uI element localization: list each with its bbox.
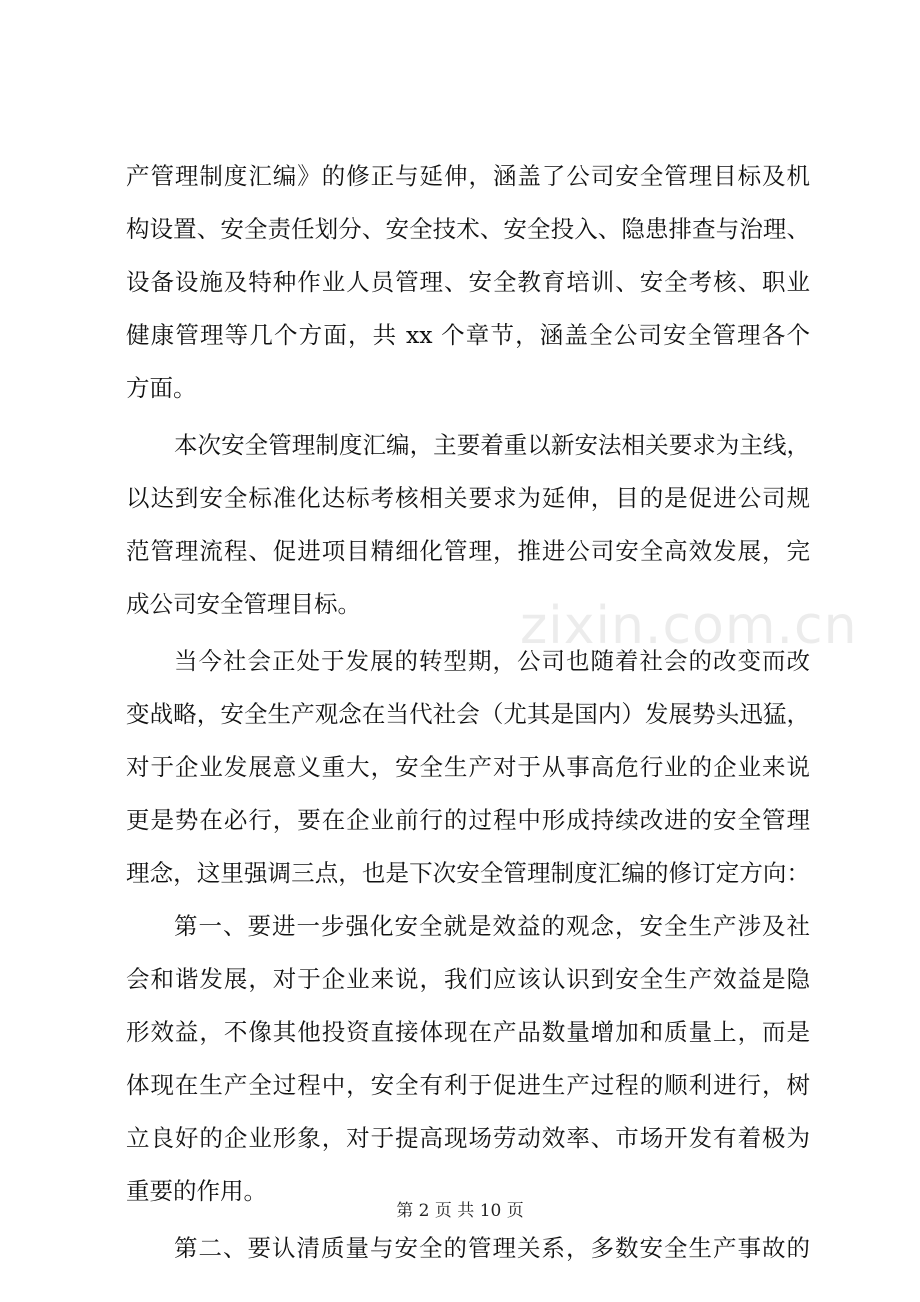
- text-line: 构设置、安全责任划分、安全技术、安全投入、隐患排查与治理、: [126, 215, 810, 243]
- text-line: 第一、要进一步强化安全就是效益的观念，安全生产涉及社: [174, 912, 810, 940]
- body-text: [126, 150, 810, 1275]
- text-line: 形效益，不像其他投资直接体现在产品数量增加和质量上，而是: [126, 1018, 810, 1046]
- text-line: 更是势在必行，要在企业前行的过程中形成持续改进的安全管理: [126, 806, 810, 834]
- text-line: 健康管理等几个方面，共 xx 个章节，涵盖全公司安全管理各个: [126, 321, 810, 349]
- text-line: 会和谐发展，对于企业来说，我们应该认识到安全生产效益是隐: [126, 965, 810, 993]
- text-line: 第二、要认清质量与安全的管理关系，多数安全生产事故的: [174, 1234, 810, 1262]
- text-line: 变战略，安全生产观念在当代社会（尤其是国内）发展势头迅猛，: [126, 700, 810, 728]
- text-line: 方面。: [126, 374, 197, 402]
- text-line: 以达到安全标准化达标考核相关要求为延伸，目的是促进公司规: [126, 484, 810, 512]
- text-line: 对于企业发展意义重大，安全生产对于从事高危行业的企业来说: [126, 753, 810, 781]
- text-line: 理念，这里强调三点，也是下次安全管理制度汇编的修订定方向：: [126, 859, 810, 887]
- text-line: 当今社会正处于发展的转型期，公司也随着社会的改变而改: [174, 647, 810, 675]
- text-line: 立良好的企业形象，对于提高现场劳动效率、市场开发有着极为: [126, 1124, 810, 1152]
- text-line: 设备设施及特种作业人员管理、安全教育培训、安全考核、职业: [126, 268, 810, 296]
- text-line: 体现在生产全过程中，安全有利于促进生产过程的顺利进行，树: [126, 1071, 810, 1099]
- watermark: zixin.com.cn: [520, 596, 858, 656]
- page-number-footer: 第 2 页 共 10 页: [396, 1201, 524, 1221]
- text-line: 重要的作用。: [126, 1177, 267, 1205]
- text-line: 产管理制度汇编》的修正与延伸，涵盖了公司安全管理目标及机: [126, 162, 810, 190]
- text-line: 本次安全管理制度汇编，主要着重以新安法相关要求为主线，: [174, 431, 810, 459]
- text-line: 范管理流程、促进项目精细化管理，推进公司安全高效发展，完: [126, 537, 810, 565]
- text-line: 成公司安全管理目标。: [126, 590, 361, 618]
